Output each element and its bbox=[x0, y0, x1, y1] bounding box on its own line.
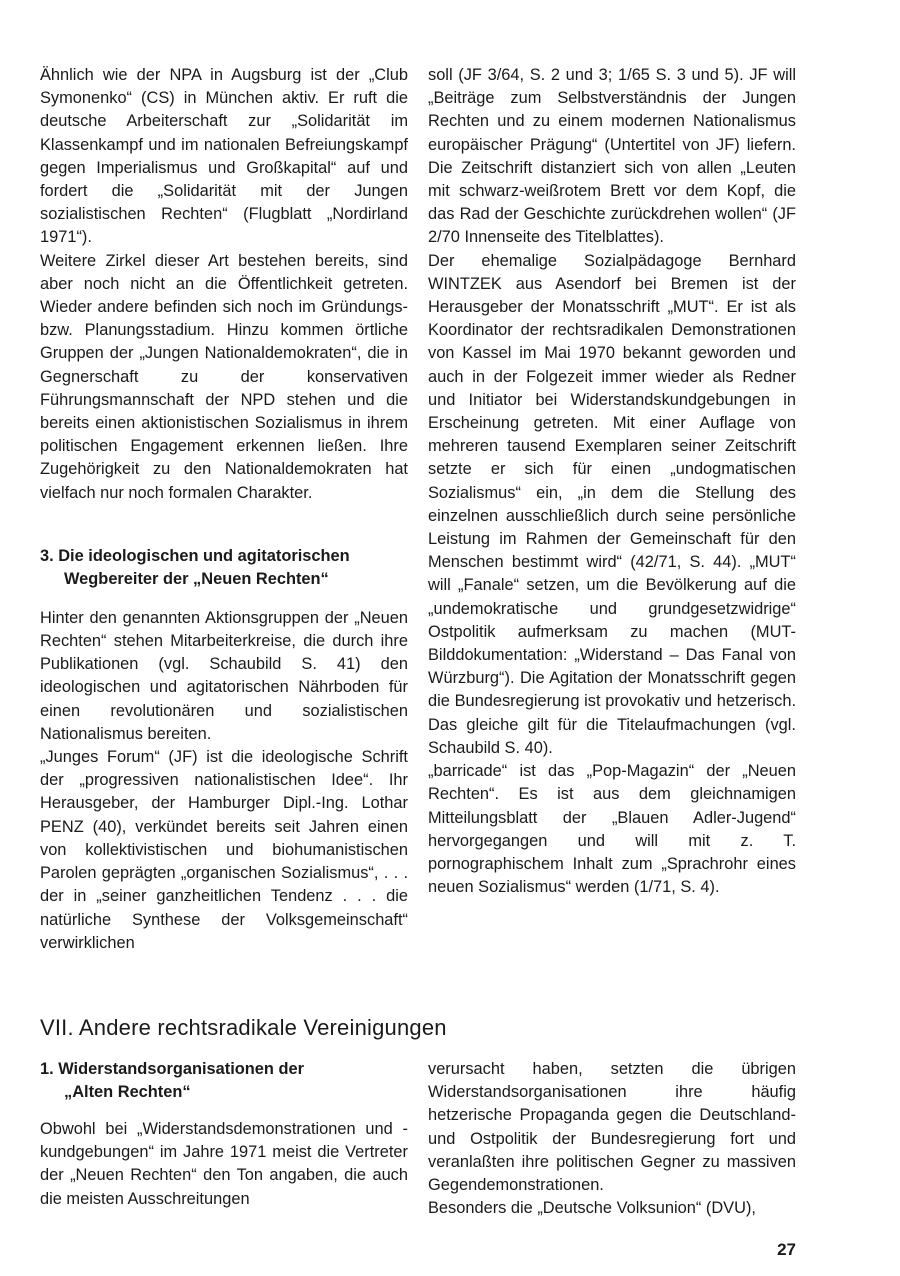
paragraph: verursacht haben, setzten die übrigen Widerstandsorganisationen ihre häufig hetzerische Propaganda gegen die Deutschland- und Ostpolitik der Bundesregierung fort und veranlaßten ihre politischen Gegner zu massiven Gegendemonstrationen. bbox=[428, 1060, 796, 1195]
paragraph: soll (JF 3/64, S. 2 und 3; 1/65 S. 3 und 5). JF will „Beiträge zum Selbstverständnis der Jungen Rechten und zu einem modernen Nationalismus europäischer Prägung“ (Untertitel von JF) liefern. Die Zeitschrift distanziert sich von allen „Leuten mit schwarz-weißrotem Brett vor dem Kopf, die das Rad der Geschichte zurückdrehen wollen“ (JF 2/70 Innenseite des Titelblattes). bbox=[428, 66, 796, 247]
section-heading bbox=[40, 1058, 408, 1104]
section-heading-line: 3. Die ideologischen und agitatorischen bbox=[40, 546, 350, 565]
section-heading bbox=[40, 545, 408, 591]
paragraph: Hinter den genannten Aktionsgruppen der „Neuen Rechten“ stehen Mitarbeiterkreise, die durch ihre Publikationen (vgl. Schaubild S. 41) den ideologischen und agitatorischen Nährboden für einen revolutionären und sozialistischen Nationalismus bereiten. bbox=[40, 608, 408, 743]
left-column-top bbox=[40, 64, 408, 955]
paragraph: Besonders die „Deutsche Volksunion“ (DVU), bbox=[428, 1199, 756, 1218]
paragraph: „Junges Forum“ (JF) ist die ideologische Schrift der „progressiven nationalistischen Idee“. Ihr Herausgeber, der Hamburger Dipl.-Ing. Lothar PENZ (40), verkündet bereits seit Jahren einen von kollektivistischen und biohumanistischen Parolen geprägten „organischen Sozialismus“, . . . der in „seiner ganzheitlichen Tendenz . . . die natürliche Synthese der Volksgemeinschaft“ verwirklichen bbox=[40, 748, 408, 952]
right-column-bottom bbox=[428, 1058, 796, 1220]
left-column-bottom bbox=[40, 1058, 408, 1211]
paragraph: „barricade“ ist das „Pop-Magazin“ der „Neuen Rechten“. Es ist aus dem gleichnamigen Mitteilungsblatt der „Blauen Adler-Jugend“ hervorgegangen und will mit z. T. pornographischem Inhalt zum „Sprachrohr eines neuen Sozialismus“ werden (1/71, S. 4). bbox=[428, 762, 796, 897]
section-heading-line: „Alten Rechten“ bbox=[64, 1083, 191, 1101]
page-number: 27 bbox=[777, 1240, 796, 1259]
right-column-top bbox=[428, 64, 796, 899]
section-heading-line: Wegbereiter der „Neuen Rechten“ bbox=[64, 569, 329, 588]
paragraph: Weitere Zirkel dieser Art bestehen bereits, sind aber noch nicht an die Öffentlichkeit getreten. Wieder andere befinden sich noch im Gründungs- bzw. Planungsstadium. Hinzu kommen örtliche Gruppen der „Jungen Nationaldemokraten“, die in Gegnerschaft zu der konservativen Führungsmannschaft der NPD stehen und die bereits einen aktionistischen Sozialismus in ihrem politischen Engagement erkennen ließen. Ihre Zugehörigkeit zu den Nationaldemokraten hat vielfach nur noch formalen Charakter. bbox=[40, 251, 408, 502]
paragraph: Obwohl bei „Widerstandsdemonstrationen und -kundgebungen“ im Jahre 1971 meist die Vertreter der „Neuen Rechten“ den Ton angaben, die auch die meisten Ausschreitungen bbox=[40, 1120, 408, 1208]
section-heading-line: 1. Widerstandsorganisationen der bbox=[40, 1060, 304, 1078]
chapter-title: VII. Andere rechtsradikale Vereinigungen bbox=[40, 1015, 447, 1040]
paragraph: Der ehemalige Sozialpädagoge Bernhard WINTZEK aus Asendorf bei Bremen ist der Herausgeber der Monatsschrift „MUT“. Er ist als Koordinator der rechtsradikalen Demonstrationen von Kassel im Mai 1970 bekannt geworden und auch in der Folgezeit immer wieder als Redner und Initiator bei Widerstandskundgebungen in Erscheinung getreten. Mit einer Auflage von mehreren tausend Exemplaren seiner Zeitschrift setzte er sich für einen „undogmatischen Sozialismus“ ein, „in dem die Stellung des einzelnen ausschließlich durch seine persönliche Leistung im Rahmen der Gemeinschaft für den Menschen bestimmt wird“ (42/71, S. 44). „MUT“ will „Fanale“ setzen, um die Bevölkerung auf die „undemokratische und grundgesetzwidrige“ Ostpolitik aufmerksam zu machen (MUT-Bilddokumentation: „Widerstand – Das Fanal von Würzburg“). Die Agitation der Monatsschrift gegen die Bundesregierung ist provokativ und hetzerisch. Das gleiche gilt für die Titelaufmachungen (vgl. Schaubild S. 40). bbox=[428, 251, 796, 757]
paragraph: Ähnlich wie der NPA in Augsburg ist der „Club Symonenko“ (CS) in München aktiv. Er ruft die deutsche Arbeiterschaft zur „Solidarität im Klassenkampf und im nationalen Befreiungskampf gegen Imperialismus und Großkapital“ auf und fordert die „Solidarität mit der Jungen sozialistischen Rechten“ (Flugblatt „Nordirland 1971“). bbox=[40, 66, 408, 247]
